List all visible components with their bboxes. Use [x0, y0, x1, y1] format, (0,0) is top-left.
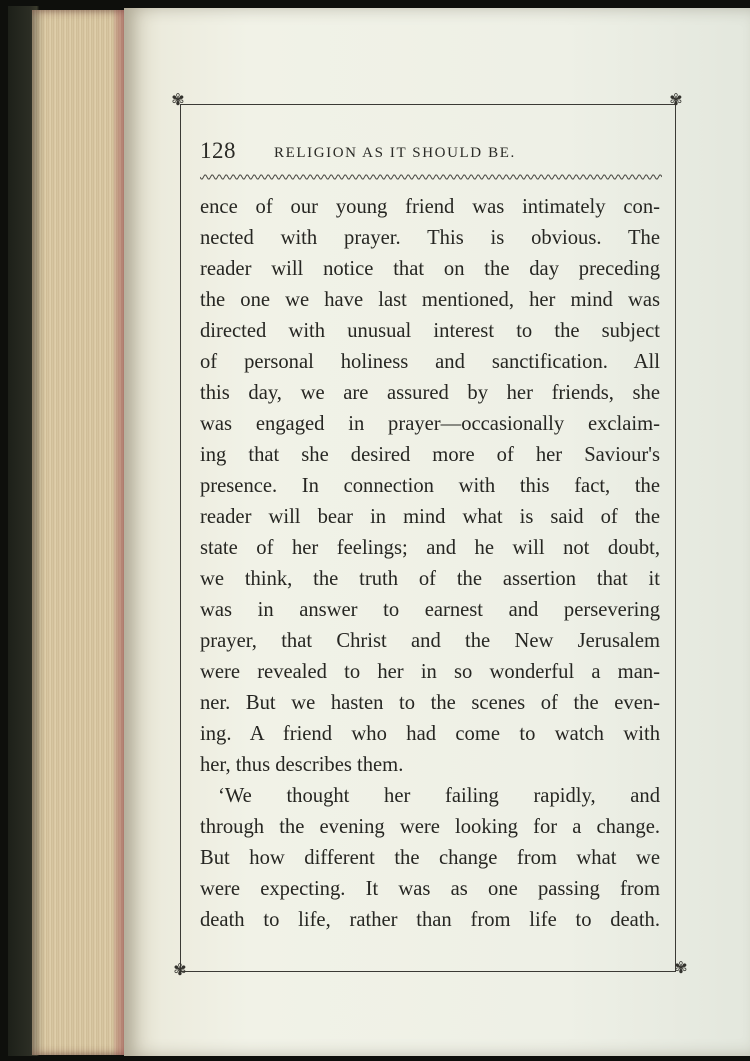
text-line: were expecting. It was as one passing from: [200, 878, 660, 900]
text-line: But how different the change from what we: [200, 847, 660, 869]
text-line: was engaged in prayer—occasionally exclaim-: [200, 413, 660, 435]
running-title: RELIGION AS IT SHOULD BE.: [274, 145, 516, 161]
text-line: this day, we are assured by her friends, she: [200, 382, 660, 404]
text-line: reader will notice that on the day preceding: [200, 258, 660, 280]
text-line: ner. But we hasten to the scenes of the even-: [200, 692, 660, 714]
corner-ornament-icon: ✾: [171, 90, 185, 109]
text-line: was in answer to earnest and persevering: [200, 599, 660, 621]
text-line: ‘We thought her failing rapidly, and: [218, 785, 660, 807]
text-line: state of her feelings; and he will not doubt,: [200, 537, 660, 559]
corner-ornament-icon: ✾: [674, 958, 688, 977]
body-text: [200, 192, 660, 936]
text-line: ing that she desired more of her Saviour's: [200, 444, 660, 466]
text-line: were revealed to her in so wonderful a man-: [200, 661, 660, 683]
text-line: death to life, rather than from life to death.: [200, 909, 660, 931]
corner-ornament-icon: ✾: [669, 90, 683, 109]
corner-ornament-icon: ✾: [173, 960, 187, 979]
text-line: nected with prayer. This is obvious. The: [200, 227, 660, 249]
text-line: directed with unusual interest to the subject: [200, 320, 660, 342]
text-line: ing. A friend who had come to watch with: [200, 723, 660, 745]
text-line: presence. In connection with this fact, the: [200, 475, 660, 497]
wavy-rule: [200, 172, 662, 182]
text-line: the one we have last mentioned, her mind was: [200, 289, 660, 311]
text-line: of personal holiness and sanctification. All: [200, 351, 660, 373]
page-header: [200, 138, 670, 172]
text-line: reader will bear in mind what is said of the: [200, 506, 660, 528]
text-line: prayer, that Christ and the New Jerusalem: [200, 630, 660, 652]
page-number: 128: [200, 138, 236, 163]
text-line: through the evening were looking for a change.: [200, 816, 660, 838]
page-edges: [32, 10, 128, 1055]
text-line: ence of our young friend was intimately con-: [200, 196, 660, 218]
text-line: we think, the truth of the assertion that it: [200, 568, 660, 590]
text-line: her, thus describes them.: [200, 754, 404, 776]
